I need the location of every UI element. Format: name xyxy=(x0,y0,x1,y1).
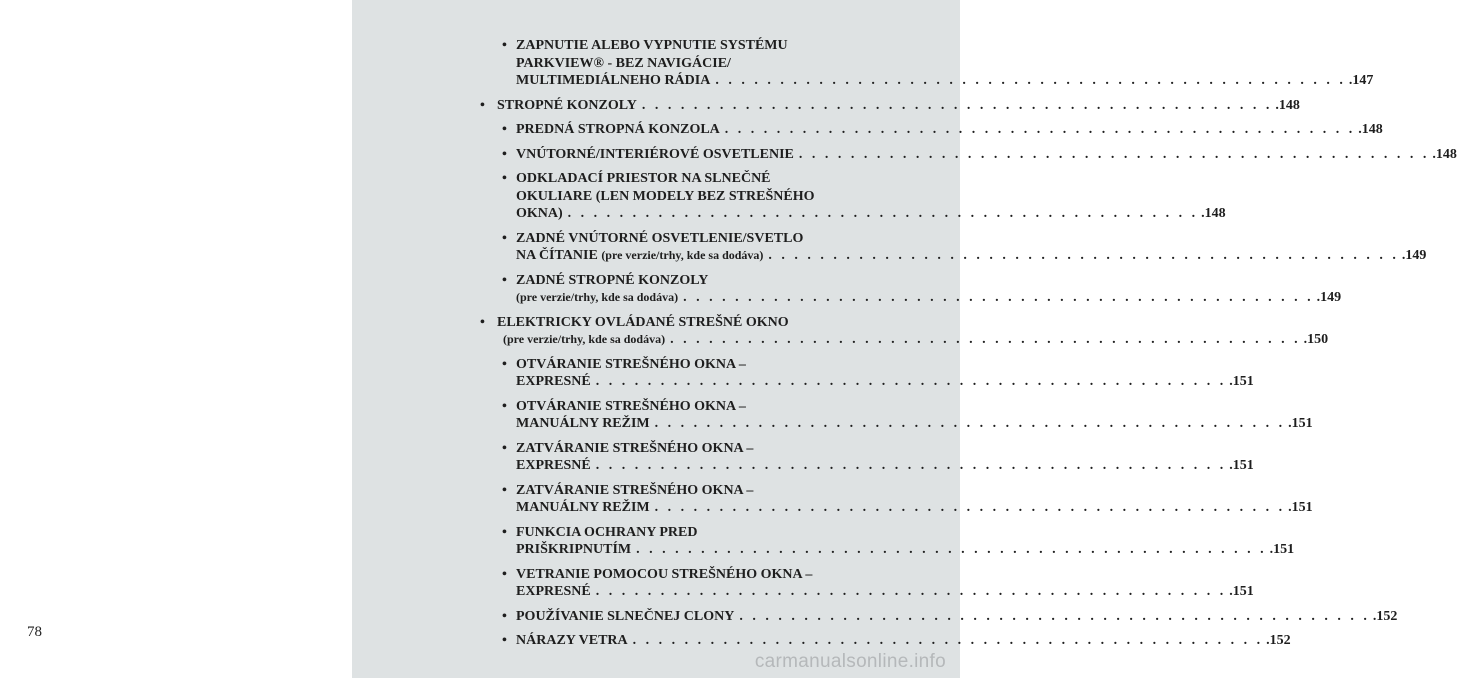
dot-leader: . . . . . . . . . . . . . . . . . . . . . . . . . . . . . . . . . . . . . . . . . . . . . . . . . xyxy=(798,146,1430,162)
toc-entry[interactable] xyxy=(480,440,1254,475)
dot-leader: . . . . . . . . . . . . . . . . . . . . . . . . . . . . . . . . . . . . . . . . . . . . . . . . . xyxy=(724,122,1356,137)
toc-entry-title-cont: EXPRESNÉ xyxy=(516,374,591,389)
dot-leader: . . . . . . . . . . . . . . . . . . . . . . . . . . . . . . . . . . . . . . . . . . . . . . . . . xyxy=(768,248,1399,263)
toc-entry-title: ODKLADACÍ PRIESTOR NA SLNEČNÉ xyxy=(516,171,771,186)
toc-entry-title: OTVÁRANIE STREŠNÉHO OKNA – xyxy=(516,398,746,414)
toc-page-number: .150 xyxy=(1303,332,1329,347)
toc-page-number: .149 xyxy=(1401,248,1427,263)
toc-entry[interactable] xyxy=(480,230,1427,265)
toc-entry-title: NÁRAZY VETRA xyxy=(516,633,628,648)
bullet-icon: • xyxy=(502,146,507,162)
left-page xyxy=(0,0,352,678)
dot-leader: . . . . . . . . . . . . . . . . . . . . . . . . . . . . . . . . . . . . . . . . . . . . . . . . . xyxy=(595,458,1227,473)
toc-entry-title-cont: EXPRESNÉ xyxy=(516,458,591,473)
toc-page-number: .151 xyxy=(1229,374,1254,389)
toc-entry[interactable] xyxy=(480,482,1313,517)
bullet-icon: • xyxy=(502,122,507,137)
dot-leader: . . . . . . . . . . . . . . . . . . . . . . . . . . . . . . . . . . . . . . . . . . . . . . . . . xyxy=(739,608,1370,624)
bullet-icon: • xyxy=(502,524,507,540)
toc-page-number: .151 xyxy=(1229,584,1254,599)
availability-note: (pre verzie/trhy, kde sa dodáva) xyxy=(516,290,679,304)
bullet-icon: • xyxy=(502,482,507,498)
toc-entry[interactable] xyxy=(480,272,1342,307)
toc-entry-title: PREDNÁ STROPNÁ KONZOLA xyxy=(516,122,720,137)
page-number: 78 xyxy=(27,624,42,640)
toc-entry-title: ELEKTRICKY OVLÁDANÉ STREŠNÉ OKNO xyxy=(497,314,789,330)
toc-entry[interactable] xyxy=(480,566,1254,601)
bullet-icon: • xyxy=(502,440,507,456)
toc-entry-title: VETRANIE POMOCOU STREŠNÉHO OKNA – xyxy=(516,566,813,582)
dot-leader: . . . . . . . . . . . . . . . . . . . . . . . . . . . . . . . . . . . . . . . . . . . . . . . . . xyxy=(567,206,1199,221)
toc-entry-title-cont: OKNA) xyxy=(516,206,563,221)
toc-page-number: .151 xyxy=(1288,416,1313,431)
dot-leader: . . . . . . . . . . . . . . . . . . . . . . . . . . . . . . . . . . . . . . . . . . . . . . . . . xyxy=(595,374,1227,389)
right-page xyxy=(352,0,1457,678)
availability-note: (pre verzie/trhy, kde sa dodáva) xyxy=(601,248,764,262)
bullet-icon: • xyxy=(480,97,485,113)
dot-leader: . . . . . . . . . . . . . . . . . . . . . . . . . . . . . . . . . . . . . . . . . . . . . . . . . xyxy=(641,97,1273,113)
toc-entry[interactable] xyxy=(480,632,1291,650)
toc-entry[interactable] xyxy=(480,608,1398,626)
toc-entry[interactable] xyxy=(480,170,1226,223)
toc-entry[interactable] xyxy=(480,398,1313,433)
toc-entry-title: ZATVÁRANIE STREŠNÉHO OKNA – xyxy=(516,440,754,456)
bullet-icon: • xyxy=(502,608,507,624)
bullet-icon: • xyxy=(480,314,485,330)
dot-leader: . . . . . . . . . . . . . . . . . . . . . . . . . . . . . . . . . . . . . . . . . . . . . . . . . xyxy=(654,500,1286,515)
toc-page-number: .149 xyxy=(1316,290,1342,305)
toc-entry-title: FUNKCIA OCHRANY PRED xyxy=(516,524,698,540)
toc-page-number: .147 xyxy=(1348,73,1374,88)
toc-page-number: .151 xyxy=(1269,542,1295,557)
dot-leader: . . . . . . . . . . . . . . . . . . . . . . . . . . . . . . . . . . . . . . . . . . . . . . . . . xyxy=(683,290,1314,305)
toc-entry-title-cont: EXPRESNÉ xyxy=(516,584,591,599)
toc-page-number: .148 xyxy=(1275,97,1300,113)
toc-entry-title: STROPNÉ KONZOLY xyxy=(497,97,637,113)
toc-entry[interactable] xyxy=(480,37,1374,90)
toc-page-number: .152 xyxy=(1372,608,1398,624)
toc-entry[interactable] xyxy=(480,314,1329,349)
toc-page-number: .148 xyxy=(1358,122,1383,137)
dot-leader: . . . . . . . . . . . . . . . . . . . . . . . . . . . . . . . . . . . . . . . . . . . . . . . . . xyxy=(636,542,1267,557)
toc-entry-title: VNÚTORNÉ/INTERIÉROVÉ OSVETLENIE xyxy=(516,146,794,162)
toc-entry[interactable] xyxy=(480,524,1295,559)
toc-entry-title-cont: MANUÁLNY REŽIM xyxy=(516,416,650,431)
toc-page-number: .152 xyxy=(1266,633,1291,648)
bullet-icon: • xyxy=(502,171,507,186)
toc-entry-title-cont: PRIŠKRIPNUTÍM xyxy=(516,542,632,557)
toc-entry-title-cont: OKULIARE (LEN MODELY BEZ STREŠNÉHO xyxy=(516,188,815,204)
toc-entry-title: ZATVÁRANIE STREŠNÉHO OKNA – xyxy=(516,482,754,498)
toc-entry-title: OTVÁRANIE STREŠNÉHO OKNA – xyxy=(516,356,746,372)
toc-entry-title: ZADNÉ VNÚTORNÉ OSVETLENIE/SVETLO xyxy=(516,230,804,246)
toc-entry-title-cont: NA ČÍTANIE xyxy=(516,248,598,263)
bullet-icon: • xyxy=(502,566,507,582)
bullet-icon: • xyxy=(502,398,507,414)
toc-page-number: .151 xyxy=(1288,500,1313,515)
toc-entry[interactable] xyxy=(480,121,1383,139)
bullet-icon: • xyxy=(502,356,507,372)
bullet-icon: • xyxy=(502,230,507,246)
dot-leader: . . . . . . . . . . . . . . . . . . . . . . . . . . . . . . . . . . . . . . . . . . . . . . . . . xyxy=(715,73,1346,88)
dot-leader: . . . . . . . . . . . . . . . . . . . . . . . . . . . . . . . . . . . . . . . . . . . . . . . . . xyxy=(595,584,1227,599)
dot-leader: . . . . . . . . . . . . . . . . . . . . . . . . . . . . . . . . . . . . . . . . . . . . . . . . . xyxy=(654,416,1286,431)
toc-entry-title: POUŽÍVANIE SLNEČNEJ CLONY xyxy=(516,608,735,624)
toc-entry[interactable] xyxy=(480,146,1457,164)
table-of-contents xyxy=(480,37,1457,657)
bullet-icon: • xyxy=(502,272,507,288)
toc-page-number: .148 xyxy=(1201,206,1226,221)
watermark: carmanualsonline.info xyxy=(754,651,946,672)
bullet-icon: • xyxy=(502,38,507,53)
toc-page-number: .148 xyxy=(1432,146,1457,162)
toc-entry-title-cont: MANUÁLNY REŽIM xyxy=(516,500,650,515)
toc-entry-title: ZAPNUTIE ALEBO VYPNUTIE SYSTÉMU xyxy=(516,38,788,53)
dot-leader: . . . . . . . . . . . . . . . . . . . . . . . . . . . . . . . . . . . . . . . . . . . . . . . . . xyxy=(632,633,1264,648)
toc-entry-title-cont: MULTIMEDIÁLNEHO RÁDIA xyxy=(516,73,711,88)
toc-entry[interactable] xyxy=(480,356,1254,391)
toc-page-number: .151 xyxy=(1229,458,1254,473)
availability-note: (pre verzie/trhy, kde sa dodáva) xyxy=(503,332,666,346)
toc-entry-title: ZADNÉ STROPNÉ KONZOLY xyxy=(516,272,709,288)
toc-entry[interactable] xyxy=(480,97,1300,115)
bullet-icon: • xyxy=(502,633,507,648)
dot-leader: . . . . . . . . . . . . . . . . . . . . . . . . . . . . . . . . . . . . . . . . . . . . . . . . . xyxy=(670,332,1301,347)
toc-entry-title-cont: PARKVIEW® - BEZ NAVIGÁCIE/ xyxy=(516,55,731,71)
